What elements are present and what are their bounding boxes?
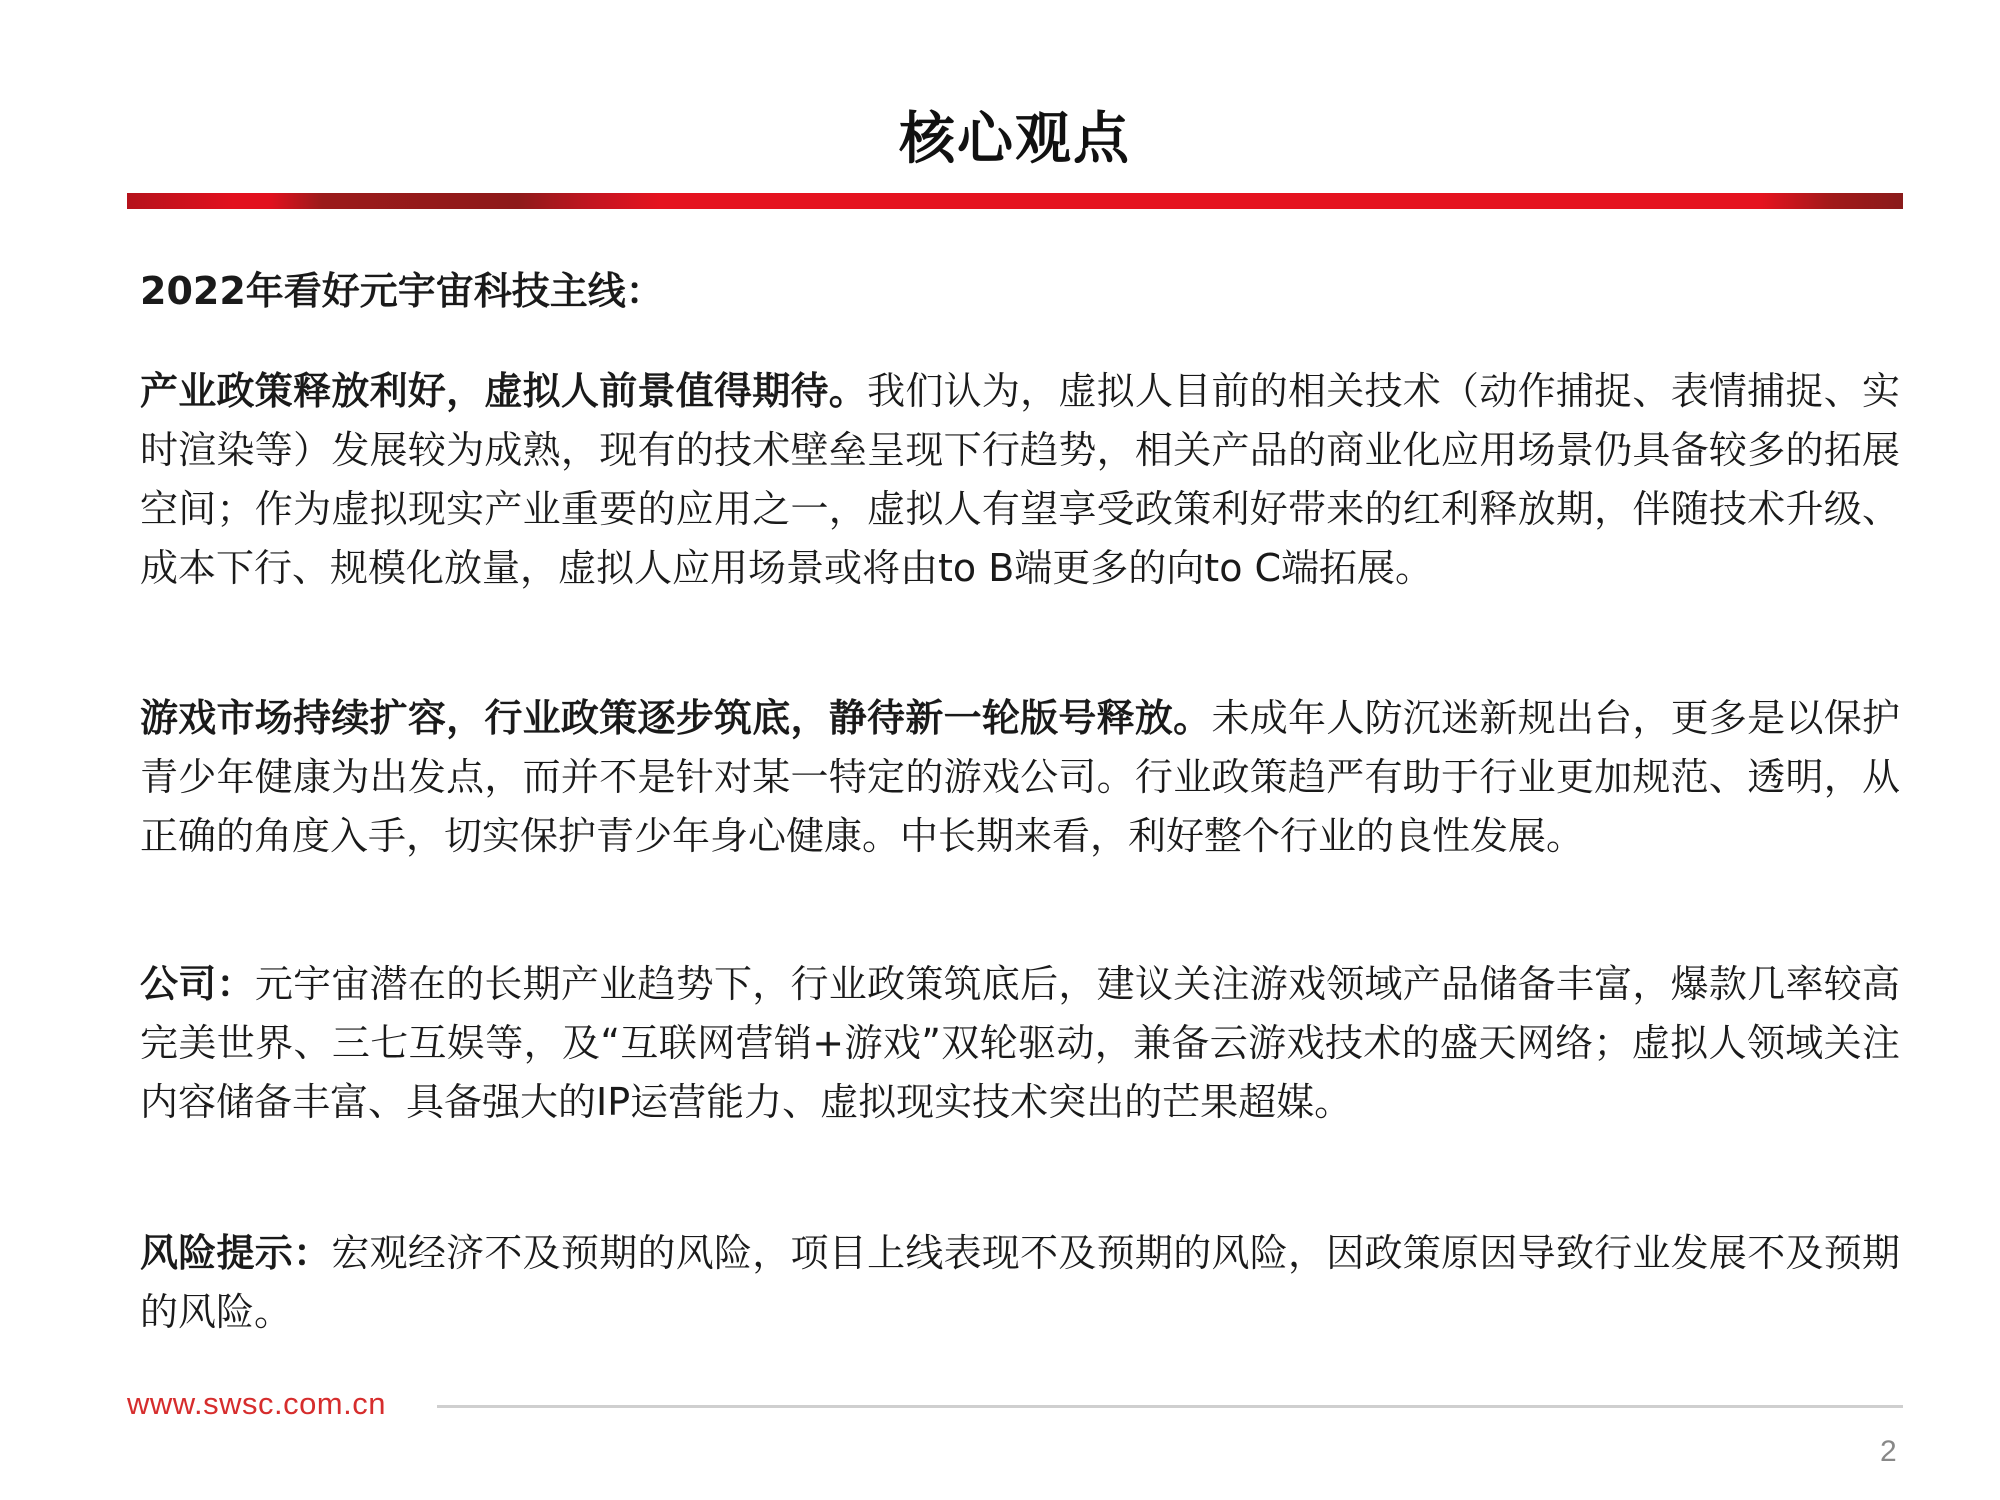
section-lead: 风险提示： bbox=[140, 1231, 332, 1275]
section-lead: 公司： bbox=[140, 962, 255, 1006]
title-divider-bar bbox=[127, 193, 1903, 209]
main-content bbox=[140, 262, 1900, 1342]
section-body: 我们认为，虚拟人目前的相关技术（动作捕捉、表情捕捉、实时渲染等）发展较为成熟，现有的技术壁垒呈现下行趋势，相关产品的商业化应用场景仍具备较多的拓展空间；作为虚拟现实产业重要的应用之一，虚拟人有望享受政策利好带来的红利释放期，伴随技术升级、成本下行、规模化放量，虚拟人应用场景或将由to B端更多的向to C端拓展。 bbox=[140, 369, 1900, 590]
section-body: 元宇宙潜在的长期产业趋势下，行业政策筑底后，建议关注游戏领域产品储备丰富，爆款几率较高完美世界、三七互娱等，及“互联网营销+游戏”双轮驱动，兼备云游戏技术的盛天网络；虚拟人领域关注内容储备丰富、具备强大的IP运营能力、虚拟现实技术突出的芒果超媒。 bbox=[140, 962, 1900, 1124]
section-risk bbox=[140, 1224, 1900, 1342]
footer-divider bbox=[437, 1405, 1903, 1408]
spacer bbox=[140, 866, 1900, 955]
section-game-market bbox=[140, 689, 1900, 866]
section-virtual-human bbox=[140, 362, 1900, 598]
spacer bbox=[140, 1132, 1900, 1224]
main-heading: 2022年看好元宇宙科技主线： bbox=[140, 269, 664, 313]
page-title: 核心观点 bbox=[899, 107, 1131, 172]
section-lead: 游戏市场持续扩容，行业政策逐步筑底，静待新一轮版号释放。 bbox=[140, 696, 1212, 740]
footer-url-link[interactable]: www.swsc.com.cn bbox=[127, 1386, 386, 1421]
section-body: 未成年人防沉迷新规出台，更多是以保护青少年健康为出发点，而并不是针对某一特定的游戏公司。行业政策趋严有助于行业更加规范、透明，从正确的角度入手，切实保护青少年身心健康。中长期来看，利好整个行业的良性发展。 bbox=[140, 696, 1900, 858]
section-companies bbox=[140, 955, 1900, 1132]
spacer bbox=[140, 598, 1900, 689]
spacer bbox=[140, 321, 1900, 362]
section-lead: 产业政策释放利好，虚拟人前景值得期待。 bbox=[140, 369, 868, 413]
page-number: 2 bbox=[1880, 1435, 1897, 1468]
section-body: 宏观经济不及预期的风险，项目上线表现不及预期的风险，因政策原因导致行业发展不及预期的风险。 bbox=[140, 1231, 1900, 1334]
